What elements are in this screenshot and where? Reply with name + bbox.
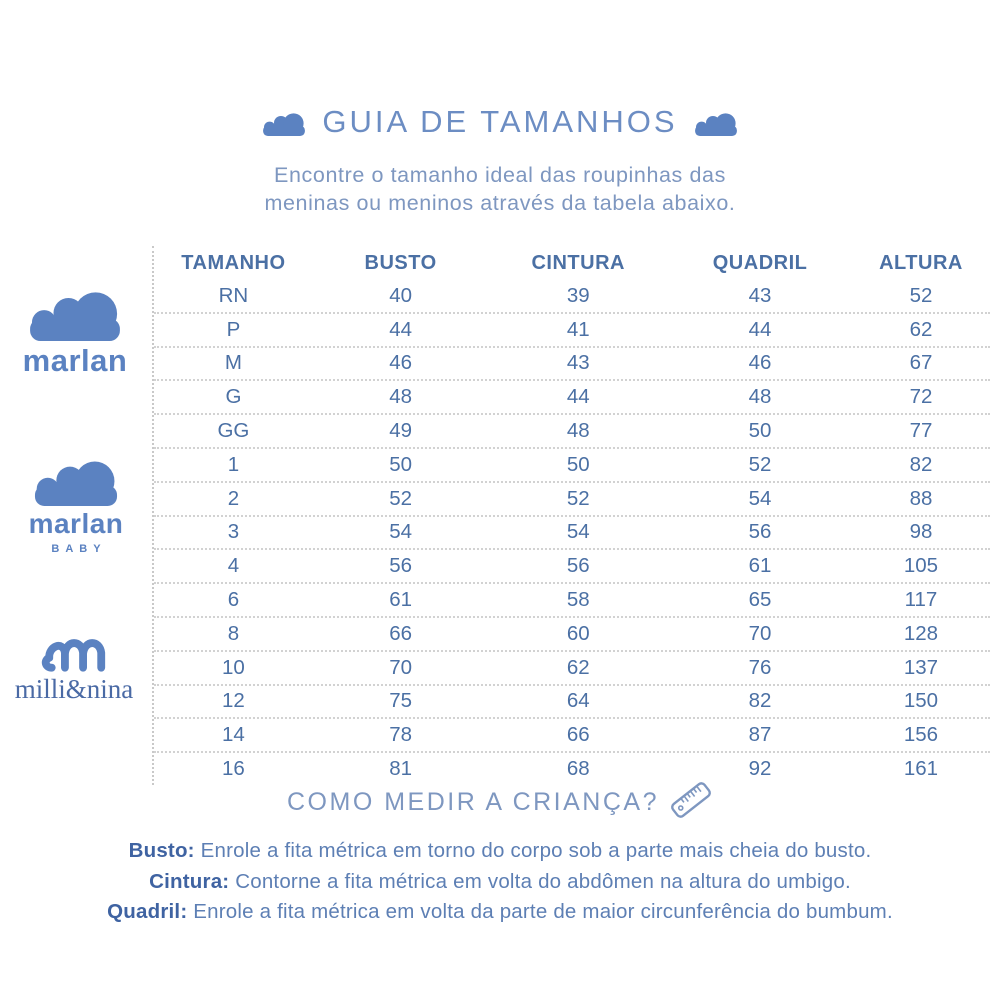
size-label-cell: 14	[222, 723, 245, 747]
measurement-cell: 56	[389, 554, 412, 578]
cloud-icon	[33, 453, 119, 506]
baby-label: BABY	[51, 543, 107, 555]
measurement-cell: 156	[903, 723, 939, 747]
measurement-cell: 70	[389, 655, 412, 679]
size-label-cell: 2	[227, 486, 240, 510]
measurement-cell: 43	[748, 283, 772, 307]
measurement-cell: 75	[389, 689, 412, 713]
measurement-cell: 39	[566, 283, 590, 307]
measurement-cell: 52	[909, 283, 933, 307]
cloud-icon	[262, 109, 306, 136]
size-table	[152, 246, 990, 785]
logo-marlan	[20, 283, 130, 379]
instruction-label: Quadril:	[107, 900, 188, 923]
measurement-cell: 60	[566, 621, 590, 645]
table-row	[154, 686, 990, 720]
logo-millinina	[0, 630, 148, 705]
table-row	[154, 348, 990, 382]
measurement-cell: 44	[748, 317, 772, 341]
measuring-instructions	[0, 836, 1000, 928]
size-label-cell: 1	[227, 452, 240, 476]
instruction-line: Busto: Enrole a fita métrica em torno do corpo sob a parte mais cheia do busto.	[128, 839, 872, 862]
measurement-cell: 50	[748, 419, 772, 443]
measurement-cell: 62	[566, 655, 590, 679]
table-row	[154, 483, 990, 517]
measurement-cell: 44	[389, 317, 412, 341]
page-title: GUIA DE TAMANHOS	[322, 104, 678, 139]
column-header-cintura: CINTURA	[531, 251, 625, 274]
size-label-cell: 4	[227, 554, 240, 578]
measurement-cell: 54	[566, 520, 590, 544]
size-label-cell: P	[226, 317, 241, 341]
measurement-cell: 76	[748, 655, 772, 679]
marlan-baby-wordmark: marlan	[28, 508, 124, 539]
measurement-cell: 67	[909, 351, 933, 375]
measurement-cell: 54	[748, 486, 772, 510]
size-label-cell: G	[225, 385, 242, 409]
measurement-cell: 58	[566, 588, 590, 612]
measurement-cell: 66	[566, 723, 590, 747]
millinina-wordmark: milli&nina	[14, 674, 134, 704]
measurement-cell: 70	[748, 621, 772, 645]
size-table-body	[154, 280, 990, 785]
measurement-cell: 46	[389, 351, 412, 375]
size-label-cell: M	[224, 351, 242, 375]
measurement-cell: 161	[903, 757, 939, 781]
measurement-cell: 46	[748, 351, 772, 375]
size-label-cell: 6	[227, 588, 240, 612]
measurement-cell: 77	[909, 419, 933, 443]
measurement-cell: 61	[748, 554, 772, 578]
measurement-cell: 82	[748, 689, 772, 713]
measurement-cell: 48	[389, 385, 412, 409]
table-row	[154, 550, 990, 584]
measurement-cell: 41	[566, 317, 590, 341]
table-row	[154, 415, 990, 449]
measurement-cell: 43	[566, 351, 590, 375]
cloud-icon	[28, 283, 122, 341]
table-row	[154, 517, 990, 551]
table-header-row	[154, 246, 990, 280]
measurement-cell: 48	[748, 385, 772, 409]
table-row	[154, 584, 990, 618]
measurement-cell: 48	[566, 419, 590, 443]
measurement-cell: 68	[566, 757, 590, 781]
ruler-icon	[669, 779, 713, 821]
measurement-cell: 98	[909, 520, 933, 544]
measurement-cell: 56	[566, 554, 590, 578]
measurement-cell: 66	[389, 621, 412, 645]
page-title-row	[0, 104, 1000, 140]
m-monogram-icon	[41, 630, 107, 674]
measurement-cell: 81	[389, 757, 412, 781]
size-label-cell: RN	[218, 283, 249, 307]
instruction-line: Quadril: Enrole a fita métrica em volta da parte de maior circunferência do bumbum.	[107, 900, 893, 923]
size-label-cell: GG	[217, 419, 250, 443]
measurement-cell: 56	[748, 520, 772, 544]
measurement-cell: 137	[903, 655, 939, 679]
measurement-cell: 52	[748, 452, 772, 476]
size-label-cell: 3	[227, 520, 240, 544]
table-row	[154, 719, 990, 753]
measurement-cell: 61	[389, 588, 412, 612]
size-label-cell: 8	[227, 621, 240, 645]
measurement-cell: 54	[389, 520, 412, 544]
measurement-cell: 72	[909, 385, 933, 409]
table-row	[154, 314, 990, 348]
howto-heading: COMO MEDIR A CRIANÇA?	[287, 787, 659, 816]
measurement-cell: 78	[389, 723, 412, 747]
instruction-label: Cintura:	[149, 869, 230, 893]
subtitle-line-2: meninas ou meninos através da tabela abaixo.	[264, 191, 736, 215]
measurement-cell: 65	[748, 588, 772, 612]
measurement-cell: 105	[903, 554, 939, 578]
size-label-cell: 16	[222, 757, 245, 781]
instruction-line: Cintura: Contorne a fita métrica em volta do abdômen na altura do umbigo.	[149, 869, 851, 893]
measurement-cell: 50	[389, 452, 412, 476]
measurement-cell: 49	[389, 419, 412, 443]
howto-heading-row	[0, 783, 1000, 821]
subtitle-line-1: Encontre o tamanho ideal das roupinhas das	[274, 163, 726, 187]
measurement-cell: 128	[903, 621, 939, 645]
measurement-cell: 82	[909, 452, 933, 476]
measurement-cell: 64	[566, 689, 590, 713]
measurement-cell: 87	[748, 723, 772, 747]
column-header-altura: ALTURA	[879, 251, 963, 274]
column-header-busto: BUSTO	[364, 251, 437, 274]
instruction-label: Busto:	[128, 839, 195, 862]
column-header-quadril: QUADRIL	[712, 251, 808, 274]
size-label-cell: 12	[222, 689, 245, 713]
page-subtitle	[0, 161, 1000, 217]
table-row	[154, 381, 990, 415]
size-label-cell: 10	[222, 655, 245, 679]
measurement-cell: 117	[904, 588, 938, 612]
measurement-cell: 62	[909, 317, 933, 341]
table-row	[154, 618, 990, 652]
table-row	[154, 753, 990, 785]
cloud-icon	[694, 109, 738, 136]
table-row	[154, 449, 990, 483]
measurement-cell: 40	[389, 283, 412, 307]
measurement-cell: 88	[909, 486, 933, 510]
marlan-wordmark: marlan	[22, 343, 128, 378]
table-row	[154, 280, 990, 314]
measurement-cell: 52	[389, 486, 412, 510]
logo-marlan-baby	[26, 453, 126, 555]
measurement-cell: 150	[903, 689, 939, 713]
measurement-cell: 52	[566, 486, 590, 510]
measurement-cell: 44	[566, 385, 590, 409]
column-header-tamanho: TAMANHO	[181, 251, 286, 274]
table-row	[154, 652, 990, 686]
measurement-cell: 92	[748, 757, 772, 781]
measurement-cell: 50	[566, 452, 590, 476]
